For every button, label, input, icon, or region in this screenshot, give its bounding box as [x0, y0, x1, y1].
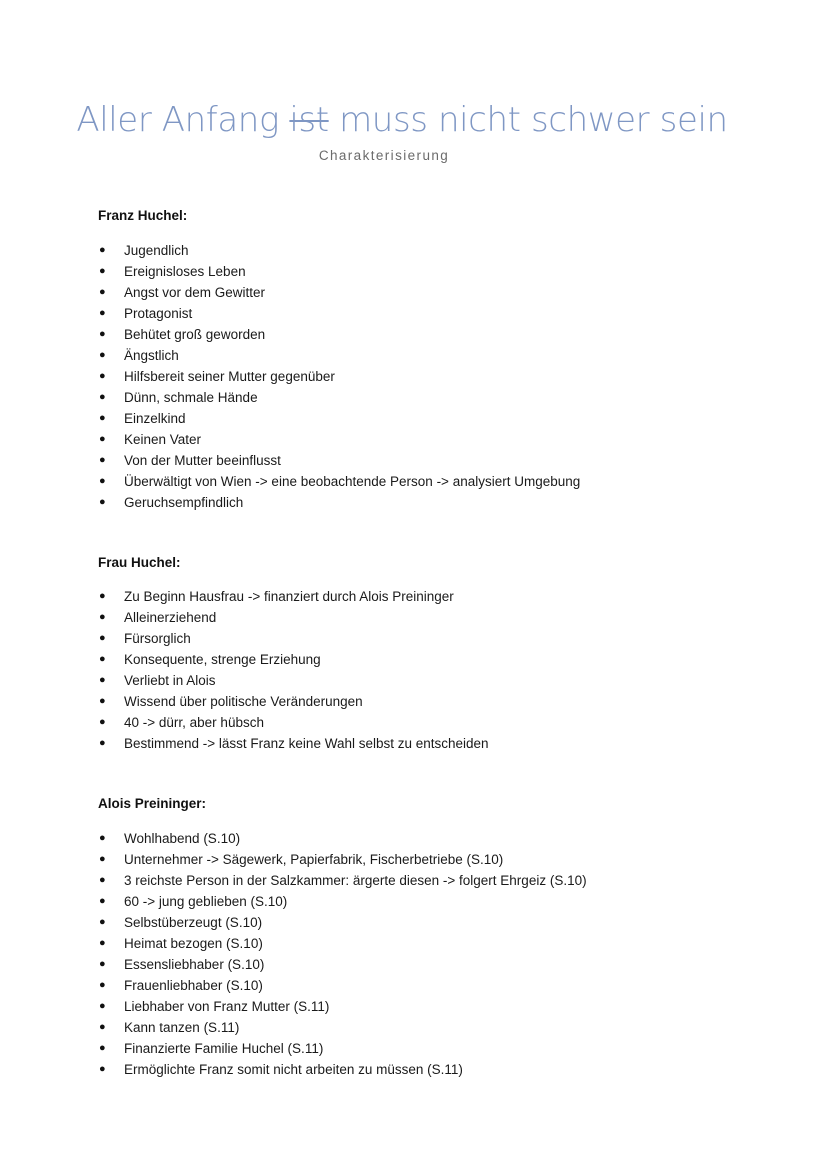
list-item-text: Hilfsbereit seiner Mutter gegenüber — [124, 369, 335, 384]
bullet-icon: ● — [99, 496, 106, 508]
bullet-icon: ● — [99, 895, 106, 907]
list-item-text: Ermöglichte Franz somit nicht arbeiten zu müssen (S.11) — [124, 1062, 463, 1077]
bullet-icon: ● — [99, 590, 106, 602]
bullet-icon: ● — [99, 695, 106, 707]
bullet-icon: ● — [99, 1021, 106, 1033]
list-item-text: Unternehmer -> Sägewerk, Papierfabrik, Fischerbetriebe (S.10) — [124, 852, 504, 867]
bullet-icon: ● — [99, 412, 106, 424]
document-subtitle: Charakterisierung — [318, 148, 450, 163]
title-part-after: muss nicht schwer sein — [328, 100, 728, 140]
list-item-text: Kann tanzen (S.11) — [124, 1020, 240, 1035]
list-item-text: Keinen Vater — [124, 432, 202, 447]
list-item-text: 3 reichste Person in der Salzkammer: ärgerte diesen -> folgert Ehrgeiz (S.10) — [124, 873, 587, 888]
list-item-text: Wissend über politische Veränderungen — [124, 694, 363, 709]
list-item-text: Einzelkind — [124, 411, 186, 426]
bullet-icon: ● — [99, 853, 106, 865]
bullet-icon: ● — [99, 737, 106, 749]
title-struck-word: ist — [289, 100, 329, 140]
list-item-text: Essensliebhaber (S.10) — [124, 957, 265, 972]
bullet-icon: ● — [99, 475, 106, 487]
bullet-icon: ● — [99, 916, 106, 928]
bullet-icon: ● — [99, 632, 106, 644]
list-item-text: 60 -> jung geblieben (S.10) — [124, 894, 288, 909]
list-item-text: Alleinerziehend — [124, 610, 217, 625]
bullet-icon: ● — [99, 1063, 106, 1075]
list-item-text: Frauenliebhaber (S.10) — [124, 978, 263, 993]
bullet-icon: ● — [99, 1000, 106, 1012]
list-item-text: Behütet groß geworden — [124, 327, 266, 342]
section-heading-franz-huchel: Franz Huchel: — [98, 208, 188, 223]
bullet-icon: ● — [99, 1042, 106, 1054]
bullet-icon: ● — [99, 979, 106, 991]
list-item-text: Dünn, schmale Hände — [124, 390, 258, 405]
bullet-icon: ● — [99, 832, 106, 844]
list-item-text: Von der Mutter beeinflusst — [124, 453, 281, 468]
list-item-text: Überwältigt von Wien -> eine beobachtende Person -> analysiert Umgebung — [124, 474, 581, 489]
bullet-icon: ● — [99, 370, 106, 382]
bullet-icon: ● — [99, 307, 106, 319]
bullet-icon: ● — [99, 328, 106, 340]
list-item-text: Konsequente, strenge Erziehung — [124, 652, 321, 667]
list-item-text: Protagonist — [124, 306, 193, 321]
bullet-icon: ● — [99, 674, 106, 686]
section-heading-alois-preininger: Alois Preininger: — [98, 796, 207, 811]
list-item-text: Geruchsempfindlich — [124, 495, 244, 510]
list-item-text: Selbstüberzeugt (S.10) — [124, 915, 263, 930]
bullet-icon: ● — [99, 874, 106, 886]
list-item-text: Fürsorglich — [124, 631, 191, 646]
list-item-text: Finanzierte Familie Huchel (S.11) — [124, 1041, 324, 1056]
list-item-text: Ereignisloses Leben — [124, 264, 246, 279]
bullet-icon: ● — [99, 716, 106, 728]
document-title — [0, 100, 816, 140]
list-item-text: Heimat bezogen (S.10) — [124, 936, 263, 951]
bullet-icon: ● — [99, 265, 106, 277]
list-item-text: Wohlhabend (S.10) — [124, 831, 241, 846]
title-part-before: Aller Anfang — [76, 100, 290, 140]
bullet-icon: ● — [99, 653, 106, 665]
bullet-icon: ● — [99, 611, 106, 623]
list-item-text: Bestimmend -> lässt Franz keine Wahl selbst zu entscheiden — [124, 736, 489, 751]
list-item-text: Angst vor dem Gewitter — [124, 285, 266, 300]
bullet-icon: ● — [99, 454, 106, 466]
list-item-text: Ängstlich — [124, 348, 179, 363]
bullet-icon: ● — [99, 244, 106, 256]
list-item-text: Jugendlich — [124, 243, 189, 258]
bullet-icon: ● — [99, 433, 106, 445]
bullet-icon: ● — [99, 958, 106, 970]
bullet-icon: ● — [99, 349, 106, 361]
list-item-text: Zu Beginn Hausfrau -> finanziert durch Alois Preininger — [124, 589, 454, 604]
list-item-text: 40 -> dürr, aber hübsch — [124, 715, 264, 730]
list-item-text: Liebhaber von Franz Mutter (S.11) — [124, 999, 330, 1014]
list-item-text: Verliebt in Alois — [124, 673, 216, 688]
bullet-icon: ● — [99, 286, 106, 298]
bullet-icon: ● — [99, 391, 106, 403]
section-heading-frau-huchel: Frau Huchel: — [98, 555, 181, 570]
bullet-icon: ● — [99, 937, 106, 949]
